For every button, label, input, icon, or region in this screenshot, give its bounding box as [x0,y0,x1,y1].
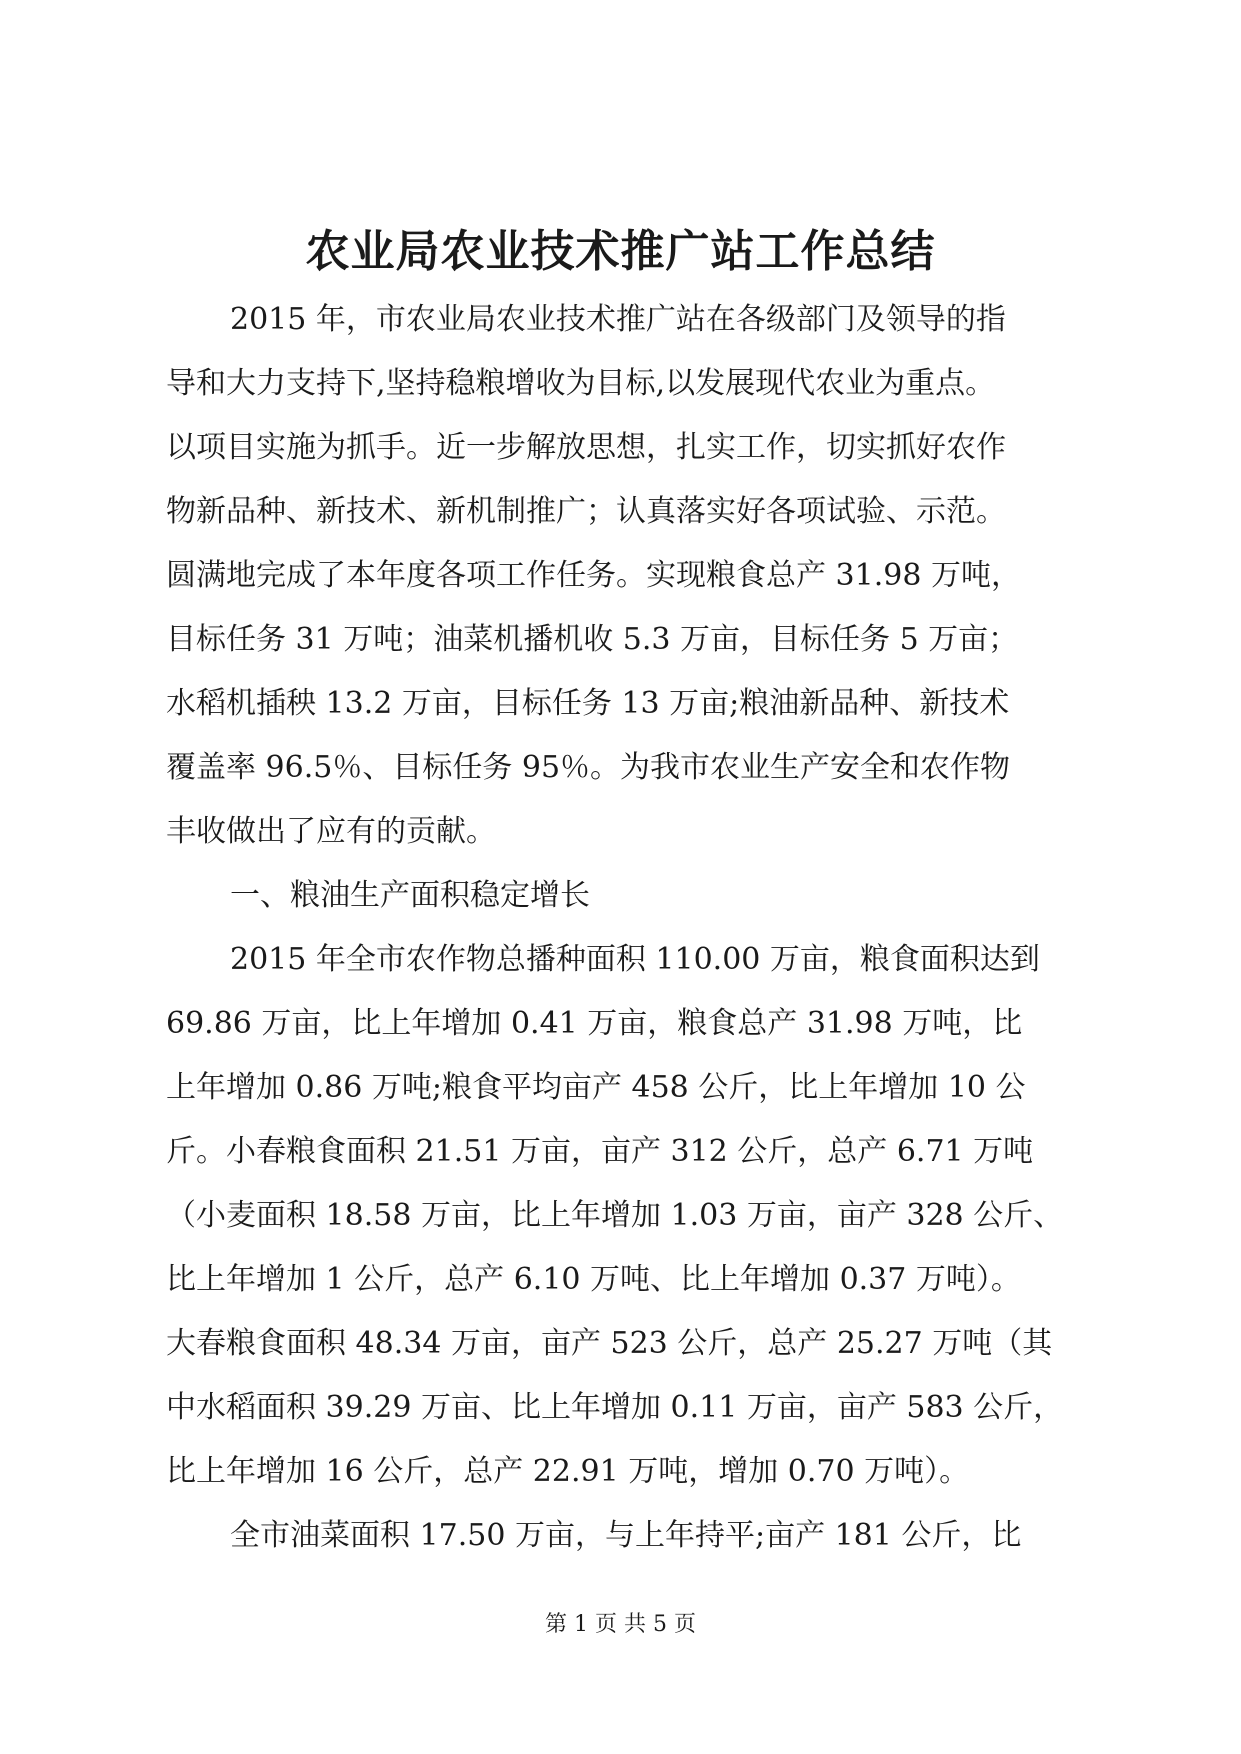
paragraph-line: 导和大力支持下,坚持稳粮增收为目标,以发展现代农业为重点。 [166,366,996,401]
paragraph-line: 斤。小春粮食面积 21.51 万亩，亩产 312 公斤，总产 6.71 万吨 [166,1134,1034,1169]
document-title: 农业局农业技术推广站工作总结 [305,226,936,277]
paragraph-line: 上年增加 0.86 万吨;粮食平均亩产 458 公斤，比上年增加 10 公 [166,1070,1026,1105]
page-footer: 第 1 页 共 5 页 [545,1612,696,1637]
paragraph-line: 大春粮食面积 48.34 万亩，亩产 523 公斤，总产 25.27 万吨（其 [166,1326,1053,1361]
paragraph-line: 目标任务 31 万吨；油菜机播机收 5.3 万亩，目标任务 5 万亩； [166,622,1019,657]
paragraph-line: 2015 年，市农业局农业技术推广站在各级部门及领导的指 [230,302,1006,337]
paragraph-line: 中水稻面积 39.29 万亩、比上年增加 0.11 万亩，亩产 583 公斤， [166,1390,1064,1425]
paragraph-line: 比上年增加 16 公斤，总产 22.91 万吨，增加 0.70 万吨）。 [166,1454,970,1489]
paragraph-line: 丰收做出了应有的贡献。 [166,814,496,849]
section-heading: 一、粮油生产面积稳定增长 [230,878,590,913]
paragraph-line: 圆满地完成了本年度各项工作任务。实现粮食总产 31.98 万吨， [166,558,1021,593]
paragraph-line: （小麦面积 18.58 万亩，比上年增加 1.03 万亩，亩产 328 公斤、 [166,1198,1064,1233]
paragraph-line: 2015 年全市农作物总播种面积 110.00 万亩，粮食面积达到 [230,942,1040,977]
paragraph-line: 覆盖率 96.5％、目标任务 95％。为我市农业生产安全和农作物 [166,750,1011,785]
paragraph-line: 比上年增加 1 公斤，总产 6.10 万吨、比上年增加 0.37 万吨）。 [166,1262,1021,1297]
document-body [166,288,1086,1568]
paragraph-line: 水稻机插秧 13.2 万亩，目标任务 13 万亩;粮油新品种、新技术 [166,686,1010,721]
paragraph-line: 全市油菜面积 17.50 万亩，与上年持平;亩产 181 公斤，比 [230,1518,1022,1553]
paragraph-line: 以项目实施为抓手。近一步解放思想，扎实工作，切实抓好农作 [166,430,1006,465]
paragraph-line: 69.86 万亩，比上年增加 0.41 万亩，粮食总产 31.98 万吨，比 [166,1006,1023,1041]
paragraph-line: 物新品种、新技术、新机制推广；认真落实好各项试验、示范。 [166,494,1006,529]
